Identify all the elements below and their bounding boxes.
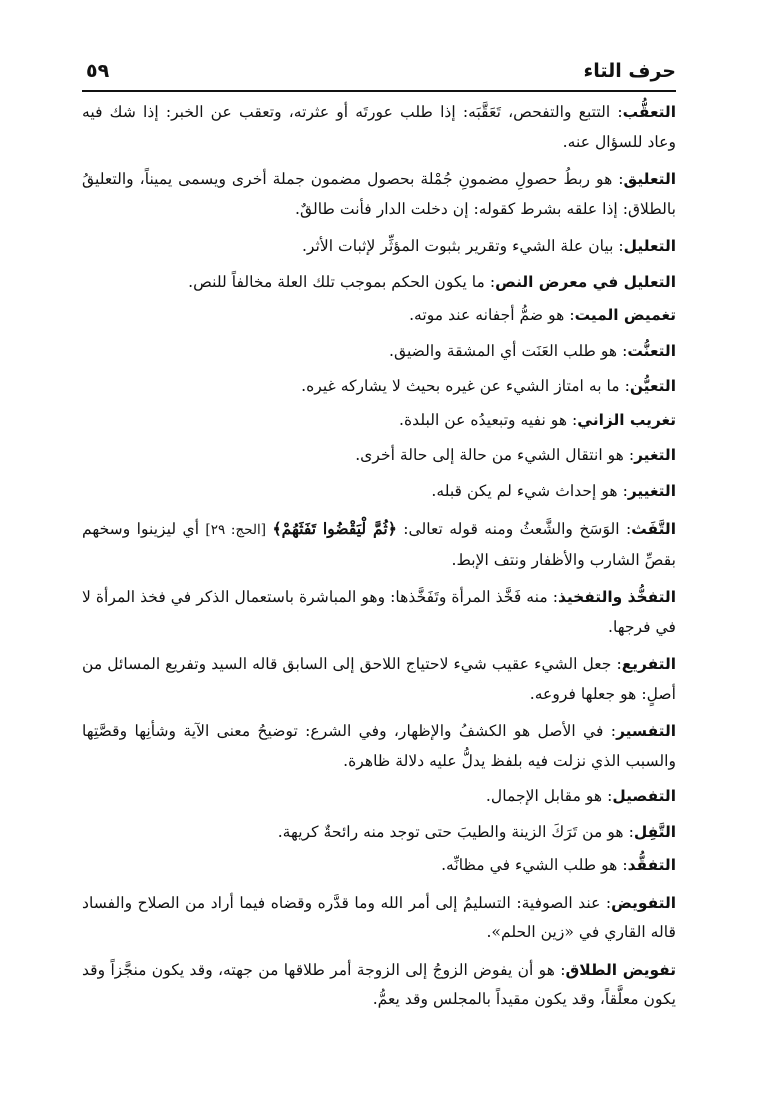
entry-taaqqub: التعقُّب: التتبع والتفحص، تَعَقَّبَه: إذا طلب عورتَه أو عثرته، وتعقب عن الخبر: إذا شك فيه وعاد للسؤال عنه. (82, 103, 676, 151)
entry-tafwid-talaq: تفويض الطلاق: هو أن يفوض الزوجُ إلى الزوجة أمر طلاقها من جهته، وقد يكون منجَّزاً وقد يكون معلَّقاً، وقد يكون مقيداً بالمجلس وقد يعمُّ. (82, 960, 676, 1008)
entry-tafsil: التفصيل: هو مقابل الإجمال. (485, 787, 676, 805)
entry-taannut: التعنُّت: هو طلب العَنَت أي المشقة والضيق. (388, 341, 676, 360)
entry-definition: هو نفيه وتبعيدُه عن البلدة. (399, 410, 568, 429)
entry-term: التغيير (627, 481, 676, 500)
entry-tafri: التفريع: جعل الشيء عقيب شيء لاحتياج اللاحق إلى السابق قاله السيد وتفريع المسائل من أصلٍ: هو جعلها فروعه. (82, 655, 676, 703)
entry-term: التفقُّد (627, 856, 676, 874)
entry-term: التعنُّت (627, 341, 676, 360)
entry-term: تغميض الميت (574, 306, 676, 324)
entry-term: التفصيل (612, 787, 676, 805)
entry-taghrib: تغريب الزاني: هو نفيه وتبعيدُه عن البلدة. (399, 410, 676, 429)
entry-taayyun: التعيُّن: ما به امتاز الشيء عن غيره بحيث لا يشاركه غيره. (301, 377, 676, 395)
entry-term: تغريب الزاني (577, 410, 676, 429)
entry-term: التعليل (623, 237, 676, 255)
entry-term: التعليل في معرض النص (495, 272, 676, 291)
entry-taghayyur: التغير: هو انتقال الشيء من حالة إلى حالة أخرى. (355, 446, 676, 464)
verse-reference: [الحج: ٢٩] (205, 522, 267, 538)
entry-term: التفخُّذ والتفخيذ (557, 588, 676, 606)
entry-taaliq: التعليق: هو ربطُ حصولِ مضمونِ جُمْلة بحصول مضمون جملة أخرى ويسمى يميناً، والتعليقُ بالطلاق: إذا علقه بشرط كقوله: إن دخلت الدار فأنت طالقٌ. (82, 170, 676, 218)
entry-definition: عند الصوفية: التسليمُ إلى أمر الله وما قدَّره وقضاه فيما أراد من الصلاح والفساد قاله القاري في «زين الحلم». (82, 893, 676, 941)
page-number: ٥٩ (86, 60, 110, 82)
entry-tafath: التَّفَث: الوَسَخ والشَّعثُ ومنه قوله تعالى: ﴿ثُمَّ لْيَقْضُوا تَفَثَهُمْ﴾ [الحج: ٢٩] أي ليزينوا وسخهم بقصِّ الشارب والأظفار ونتف الإبط. (82, 519, 676, 569)
entry-tafil: التَّفِل: هو من تَرَكَ الزينة والطيبَ حتى توجد منه رائحةٌ كريهة. (277, 822, 676, 841)
entry-definition: هو ضمُّ أجفانه عند موته. (409, 306, 565, 324)
entry-definition: ما به امتاز الشيء عن غيره بحيث لا يشاركه غيره. (301, 377, 620, 395)
entry-tafwid: التفويض: عند الصوفية: التسليمُ إلى أمر الله وما قدَّره وقضاه فيما أراد من الصلاح والفساد قاله القاري في «زين الحلم». (82, 893, 676, 941)
page (82, 56, 676, 1066)
entry-definition: في الأصل هو الكشفُ والإظهار، وفي الشرع: توضيحُ معنى الآية وشأنِها وقصَّتِها والسبب الذي نزلت فيه بلفظ يدلُّ عليه دلالة ظاهرة. (82, 722, 676, 770)
entry-term: التفريع (621, 655, 676, 673)
entry-definition: هو مقابل الإجمال. (485, 787, 603, 805)
entry-definition: هو طلب الشيء في مظانِّه. (441, 856, 618, 874)
entry-term: التعقُّب (622, 103, 676, 121)
entry-definition: جعل الشيء عقيب شيء لاحتياج اللاحق إلى السابق قاله السيد وتفريع المسائل من أصلٍ: هو جعلها فروعه. (82, 655, 676, 703)
entry-term: التعليق (623, 170, 676, 188)
entry-definition: هو أن يفوض الزوجُ إلى الزوجة أمر طلاقها من جهته، وقد يكون منجَّزاً وقد يكون معلَّقاً، وقد يكون مقيداً بالمجلس وقد يعمُّ. (82, 960, 676, 1008)
entry-term: التغير (634, 446, 676, 464)
entry-definition: ما يكون الحكم بموجب تلك العلة مخالفاً للنص. (188, 272, 485, 291)
entry-definition: هو انتقال الشيء من حالة إلى حالة أخرى. (355, 446, 624, 464)
entry-taghyir: التغيير: هو إحداث شيء لم يكن قبله. (431, 481, 676, 500)
entry-definition-cont: أي ليزينوا وسخهم بقصِّ الشارب والأظفار ونتف الإبط. (82, 520, 676, 569)
entry-taghmid: تغميض الميت: هو ضمُّ أجفانه عند موته. (409, 306, 676, 324)
entry-tafaqqud: التفقُّد: هو طلب الشيء في مظانِّه. (441, 856, 676, 874)
entry-term: التفسير (616, 722, 677, 740)
entry-taalil-nass: التعليل في معرض النص: ما يكون الحكم بموجب تلك العلة مخالفاً للنص. (188, 272, 676, 291)
entry-definition: التتبع والتفحص، تَعَقَّبَه: إذا طلب عورتَه أو عثرته، وتعقب عن الخبر: إذا شك فيه وعاد للسؤال عنه. (82, 103, 676, 151)
entry-definition: هو طلب العَنَت أي المشقة والضيق. (388, 341, 618, 360)
entry-definition: هو من تَرَكَ الزينة والطيبَ حتى توجد منه رائحةٌ كريهة. (277, 822, 624, 841)
entry-taalil: التعليل: بيان علة الشيء وتقرير بثبوت المؤثِّر لإثبات الأثر. (301, 237, 676, 255)
entry-definition: بيان علة الشيء وتقرير بثبوت المؤثِّر لإثبات الأثر. (301, 237, 614, 255)
quran-verse: ﴿ثُمَّ لْيَقْضُوا تَفَثَهُمْ﴾ (272, 519, 397, 538)
entry-term: التعيُّن (629, 377, 676, 395)
entry-term: التَّفَث (631, 520, 676, 538)
entry-term: التفويض (611, 893, 676, 912)
entry-tafsir: التفسير: في الأصل هو الكشفُ والإظهار، وفي الشرع: توضيحُ معنى الآية وشأنِها وقصَّتِها والسبب الذي نزلت فيه بلفظ يدلُّ عليه دلالة ظاهرة. (82, 722, 677, 770)
entry-definition: الوَسَخ والشَّعثُ ومنه قوله تعالى: (403, 520, 620, 538)
entry-term: تفويض الطلاق (565, 960, 676, 979)
entry-term: التَّفِل (633, 822, 676, 841)
entry-tafakhkhudh: التفخُّذ والتفخيذ: منه فَخَّذ المرأة وتَفَخَّذها: وهو المباشرة باستعمال الذكر في فخذ المرأة لا في فرجها. (82, 588, 676, 636)
entries (82, 98, 676, 1015)
entry-definition: هو ربطُ حصولِ مضمونِ جُمْلة بحصول مضمون جملة أخرى ويسمى يميناً، والتعليقُ بالطلاق: إذا علقه بشرط كقوله: إن دخلت الدار فأنت طالقٌ. (82, 170, 676, 218)
page-header (82, 56, 676, 92)
entry-definition: منه فَخَّذ المرأة وتَفَخَّذها: وهو المباشرة باستعمال الذكر في فخذ المرأة لا في فرجها. (82, 588, 676, 636)
entry-definition: هو إحداث شيء لم يكن قبله. (431, 481, 618, 500)
chapter-title: حرف التاء (583, 60, 676, 82)
